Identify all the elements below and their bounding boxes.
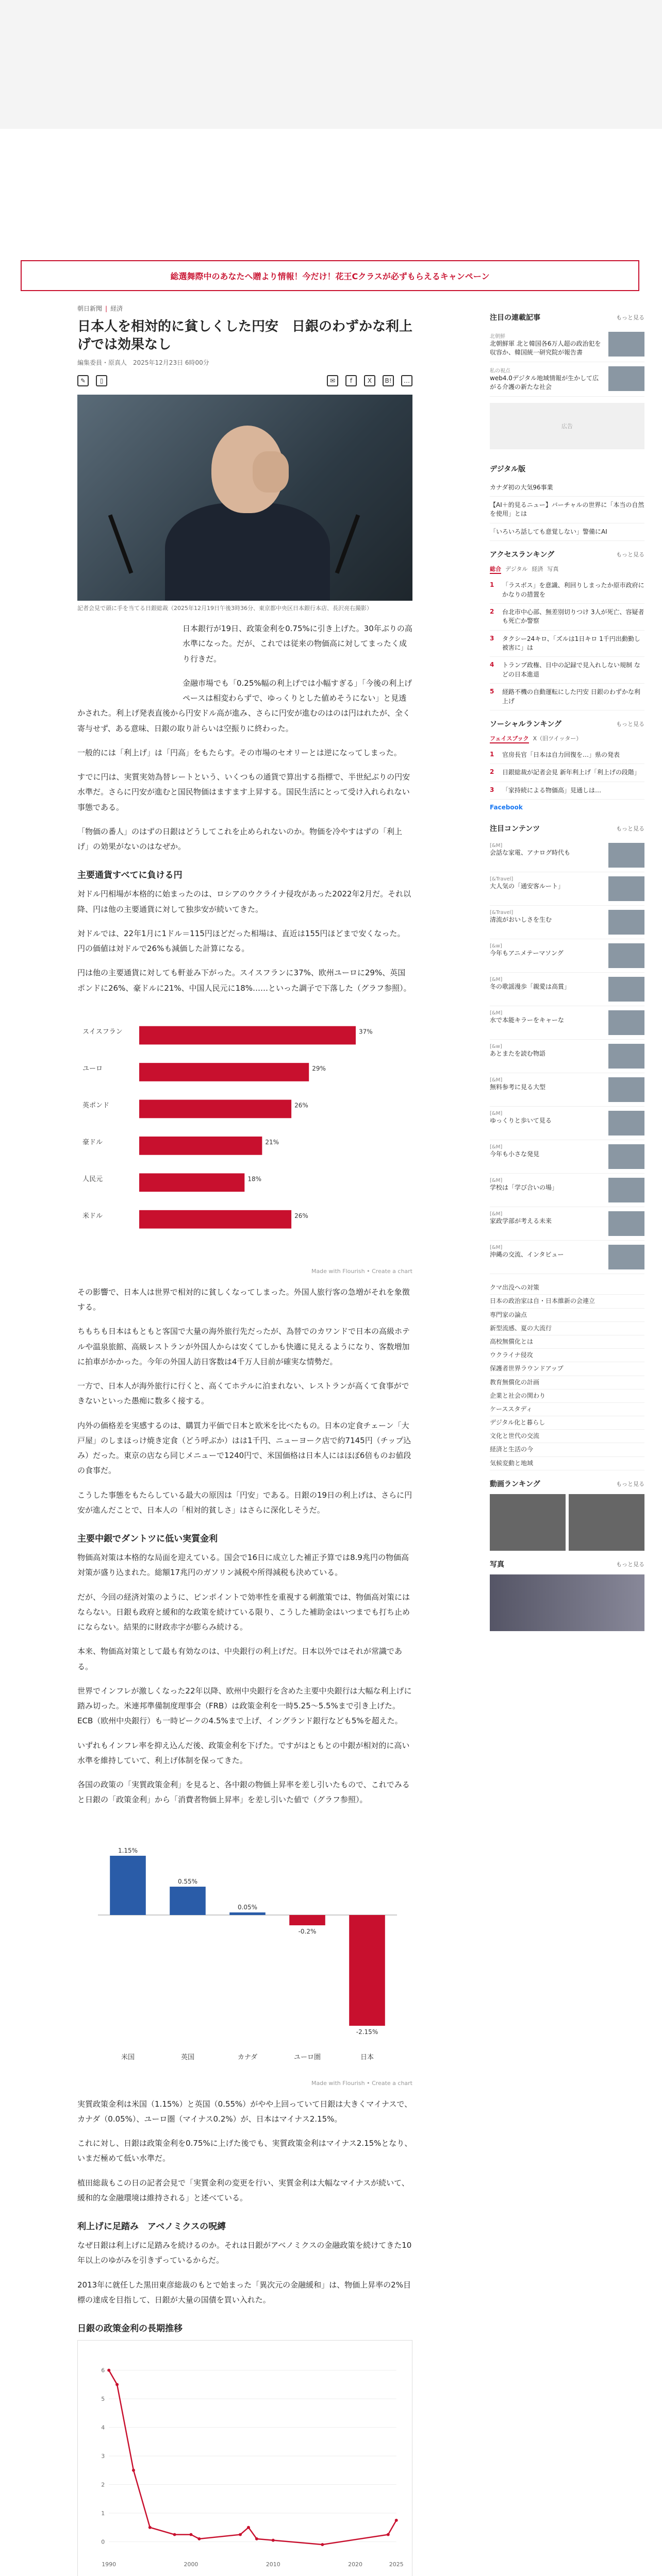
paragraph-20: 実質政策金利は米国（1.15%）と英国（0.55%）がやや上回っていて日銀は大きくマイナスで、カナダ（0.05%）、ユーロ圏（マイナス0.2%）が、日本はマイナス2.15%。: [77, 2099, 412, 2124]
content-item[interactable]: [490, 1006, 644, 1040]
video-title: 動画ランキング: [490, 1480, 540, 1488]
rate-y-tick: 0: [101, 2538, 105, 2546]
content-tag: [&M]: [490, 1144, 503, 1150]
content-thumb: [608, 876, 644, 901]
content-thumb: [608, 977, 644, 1002]
fx-value-label: 18%: [247, 1175, 261, 1183]
rate-y-tick: 2: [101, 2481, 105, 2488]
rate-x-tick: 1990: [102, 2561, 117, 2568]
paragraph-2: 金融市場でも「0.25%幅の利上げでは小幅すぎる」「今後の利上げペースは相変わらずで、ゆっくりとした値めそうにない」と見透かされた。利上げ発表直後から円安ドル高が進み、さらに円安が進むのはのは円はれたが、全く寄与せず、ある意味、日銀の取り計らいは空振りに終わった。: [77, 678, 412, 733]
rr-value-label: 1.15%: [118, 1846, 138, 1854]
fx-category-label: 英ポンド: [82, 1101, 110, 1110]
paragraph-9: その影響で、日本人は世界で相対的に貧しくなってしまった。外国人旅行客の急増がそれを象徴する。: [77, 1287, 410, 1312]
fx-value-label: 26%: [294, 1212, 308, 1219]
rr-bar: [229, 1912, 266, 1915]
paragraph-16: 本来、物価高対策として最も有効なのは、中央銀行の利上げだ。日本以外ではそれが常識である。: [77, 1647, 403, 1671]
keyword-link[interactable]: 気候変動と地域: [490, 1457, 644, 1470]
paragraph-3: 一般的には「利上げ」は「円高」をもたらす。その市場のセオリーとは逆になってしまった。: [77, 748, 402, 757]
heading-3: 利上げに足踏み アベノミクスの呪縛: [77, 2222, 226, 2232]
content-title: 水で本能キラーをキャーな: [490, 1016, 565, 1024]
social-tab[interactable]: フェイスブック: [490, 734, 529, 743]
content-tag: [&M]: [490, 977, 503, 983]
rr-value-label: 0.55%: [177, 1877, 198, 1885]
photo-more-link[interactable]: もっと見る: [616, 1561, 644, 1568]
content-title: 学校は「学び合いの場」: [490, 1184, 558, 1192]
contents-list: [490, 839, 644, 1274]
article-main: [77, 304, 412, 2576]
digital-item-title: 【AI＋的見るニュー】バーチャルの世界に「本当の自然を使用」とは: [490, 501, 644, 518]
ranking-item-title: トランプ政権、日中の記録で見入れしない規制 などの日本進退: [502, 662, 640, 678]
rank-number: 5: [490, 688, 494, 696]
article-photo: [77, 395, 412, 601]
rr-bar: [349, 1915, 385, 2026]
rate-point: [197, 2537, 201, 2540]
content-thumb: [608, 1211, 644, 1236]
content-title: ゆっくりと歩いて見る: [490, 1117, 552, 1125]
fx-bar: [139, 1063, 309, 1081]
rr-category-label: 日本: [360, 2053, 374, 2061]
serial-tag: 北朝鮮: [490, 334, 505, 340]
keyword-link[interactable]: デジタル化と暮らし: [490, 1416, 644, 1430]
contents-title-text: 注目コンテンツ: [490, 825, 540, 834]
fx-category-label: ユーロ: [82, 1065, 103, 1073]
content-thumb: [608, 1010, 644, 1035]
social-item[interactable]: [490, 782, 644, 800]
rate-chart-title: 日銀の政策金利の長期推移: [77, 2324, 183, 2334]
article-toolbar: [77, 375, 412, 386]
content-tag: [&Travel]: [490, 910, 514, 916]
rr-category-label: ユーロ圏: [293, 2053, 321, 2061]
social-item-title: 「家持続による物価高」見通しは…: [502, 786, 602, 794]
ranking-tab[interactable]: 写真: [547, 566, 559, 573]
rate-x-tick: 2000: [184, 2561, 198, 2568]
heading-2: 主要中銀でダントツに低い実質金利: [77, 1534, 218, 1545]
content-title: 今年も小さな発見: [490, 1150, 540, 1158]
paragraph-24: 2013年に就任した黒田東彦総裁のもとで始まった「異次元の金融緩和」は、物価上昇率の2%目標の達成を目指して、日銀が大量の国債を買い入れた。: [77, 2280, 411, 2304]
content-title: 今年もアニメテーマソング: [490, 950, 564, 957]
keyword-link[interactable]: 保護者世界ラウンドアップ: [490, 1362, 644, 1376]
paragraph-19: 各国の政策の「実質政策金利」を見ると、各中銀の物価上昇率を差し引いたもので、これでみると日銀の「政策金利」から「消費者物価上昇率」を差し引いた値で（グラフ参照）。: [77, 1780, 410, 1805]
fx-value-label: 37%: [359, 1028, 373, 1036]
content-title: 無料参考に見る大型: [490, 1083, 546, 1091]
social-item[interactable]: [490, 764, 644, 782]
social-rank-number: 2: [490, 768, 494, 776]
social-item-title: 官房長官「日本は自力回復を…」県の発表: [502, 751, 620, 759]
x-icon[interactable]: X: [364, 375, 375, 386]
digital-section-title: [490, 455, 644, 474]
fx-bar: [139, 1210, 291, 1229]
content-title: 沖縄の交流、インタビュー: [490, 1251, 564, 1259]
digital-item[interactable]: [490, 479, 644, 497]
content-item[interactable]: [490, 939, 644, 973]
content-thumb: [608, 1178, 644, 1202]
keyword-link[interactable]: ウクライナ侵攻: [490, 1349, 644, 1362]
serial-title-text: web4.0デジタル地域情報が生かして広がる介護の新たな社会: [490, 374, 599, 391]
rate-y-tick: 5: [101, 2396, 105, 2403]
content-title: あとまたを読む物語: [490, 1050, 546, 1058]
fx-value-label: 21%: [265, 1138, 279, 1146]
fx-category-label: 米ドル: [82, 1212, 103, 1220]
rate-y-tick: 6: [101, 2367, 105, 2374]
sidebar-section-title: [490, 304, 644, 323]
digital-item[interactable]: [490, 523, 644, 541]
content-thumb: [608, 910, 644, 935]
paragraph-4: すでに円は、実質実効為替レートという、いくつもの通貨で算出する指標で、半世紀ぶりの円安水準だ。さらに円安が進むと国民物価はますます上昇する。国民生活にとって受け入れられない事態である。: [77, 772, 410, 812]
keyword-link[interactable]: 日本の政治家は自・日本維新の会連立: [490, 1295, 644, 1308]
social-item[interactable]: [490, 747, 644, 764]
paragraph-17: 世界でインフレが激しくなった22年以降、欧州中央銀行を含めた主要中央銀行は大幅な利上げに踏み切った。米連邦準備制度理事会（FRB）は政策金利を一時5.25～5.5%まで引き上げた。ECB（欧州中央銀行）も一時ピークの4.5%まで上げ、イングランド銀行なども5%を超えた。: [77, 1686, 412, 1726]
campaign-banner[interactable]: 総選舞際中のあなたへ贈より情報！今だけ！花王Cクラスが必ずもらえるキャンペーン: [21, 260, 639, 291]
content-tag: [&w]: [490, 1044, 502, 1050]
rank-number: 4: [490, 661, 494, 669]
breadcrumb: [77, 304, 412, 313]
social-tab[interactable]: X（旧ツイッター）: [533, 735, 582, 742]
content-item[interactable]: [490, 1241, 644, 1274]
paragraph-14: 物価高対策は本格的な局面を迎えている。国会で16日に成立した補正予算では8.9兆円の物価高対策が盛り込まれた。総額17兆円のガソリン減税や所得減税も決めている。: [77, 1553, 409, 1578]
paragraph-11: 一方で、日本人が海外旅行に行くと、高くてホテルに泊まれない、レストランが高くて食事ができないといった愚痴に数多く接する。: [77, 1381, 409, 1406]
fx-value-label: 29%: [312, 1065, 326, 1073]
content-thumb: [608, 1144, 644, 1169]
social-list: [490, 747, 644, 800]
video-more-link[interactable]: もっと見る: [616, 1480, 644, 1487]
content-thumb: [608, 1077, 644, 1102]
paragraph-21: これに対し、日銀は政策金利を0.75%に上げた後でも、実質政策金利はマイナス2.15%となり、いまだ極めて低い水準だ。: [77, 2139, 412, 2163]
ranking-item[interactable]: [490, 657, 644, 684]
keyword-link[interactable]: 教育無償化の計画: [490, 1376, 644, 1389]
keyword-link[interactable]: クマ出没への対策: [490, 1281, 644, 1295]
rate-x-tick: 2025: [389, 2561, 404, 2568]
social-rank-number: 3: [490, 786, 494, 793]
video-carousel[interactable]: [490, 1494, 644, 1551]
serial-thumb: [608, 366, 644, 391]
heading-1: 主要通貨すべてに負ける円: [77, 870, 183, 881]
keyword-link[interactable]: 高校無償化とは: [490, 1335, 644, 1349]
rate-point: [321, 2543, 324, 2546]
ranking-tabs: [490, 565, 644, 574]
content-tag: [&M]: [490, 843, 503, 849]
rr-value-label: -0.2%: [298, 1927, 317, 1935]
content-item[interactable]: [490, 1040, 644, 1073]
flourish-credit[interactable]: Made with Flourish • Create a chart: [311, 1267, 412, 1275]
rr-bar: [170, 1887, 206, 1915]
keyword-link[interactable]: ケーススタディ: [490, 1403, 644, 1416]
flourish-credit-2[interactable]: Made with Flourish • Create a chart: [311, 2079, 412, 2087]
digital-list: [490, 479, 644, 541]
rank-number: 2: [490, 607, 494, 615]
paragraph-12: 内外の価格差を実感するのは、購買力平価で日本と欧米を比べたもの。日本の定食チェーン「大戸屋」のしまほっけ焼き定食（どう呼ぶか）はは1千円、ニューヨーク店で約7145円（チップ込み）だった。東京の店なら同じメニューで1240円で、米国価格は日本人にはほぼ6倍ものお値段の食事だ。: [77, 1420, 411, 1476]
rate-y-tick: 1: [101, 2510, 105, 2517]
content-item[interactable]: [490, 872, 644, 906]
rr-bar: [110, 1856, 146, 1915]
content-item[interactable]: [490, 1073, 644, 1107]
article-title: 日本人を相対的に貧しくした円安 日銀のわずかな利上げでは効果なし: [77, 319, 413, 353]
rate-point: [189, 2533, 192, 2536]
article-meta: 編集委員・原真人 2025年12月23日 6時00分: [77, 359, 209, 367]
fx-bar: [139, 1137, 262, 1155]
content-item[interactable]: [490, 906, 644, 939]
video-ranking-title: [490, 1470, 644, 1489]
keyword-list: [490, 1281, 644, 1470]
paragraph-22: 植田総裁もこの日の記者会見で「実質金利の変更を行い、実質金利は大幅なマイナスが続いて、緩和的な金融環境は維持される」と述べている。: [77, 2178, 409, 2202]
fx-value-label: 26%: [294, 1101, 308, 1109]
rate-point: [148, 2526, 152, 2529]
paragraph-18: いずれもインフレ率を抑え込んだ後、政策金利を下げた。ですがはともとの中銀が相対的に高い水準を維持していて、利上げ体制を保ってきた。: [77, 1740, 410, 1765]
content-item[interactable]: [490, 1207, 644, 1241]
paragraph-10: ちもちも日本はもともと客国で大量の海外旅行先だったが、為替でのカワンドで日本の高級ホテルや温泉旅館、高級レストランが外国人からは安くてしかも快適に見えるようになり、客数増加に拍車がかかった。今年の外国人訪日客数は4千万人目前が確実な情勢だ。: [77, 1327, 410, 1366]
social-ranking-title: [490, 710, 644, 729]
fx-bar: [139, 1100, 291, 1118]
fx-category-label: スイスフラン: [82, 1028, 123, 1036]
paragraph-8: 円は他の主要通貨に対しても軒並み下がった。スイスフランに37%、欧州ユーロに29%、英国ポンドに26%、豪ドルに21%、中国人民元に18%……といった調子で下落した（グラフ参照）。: [77, 968, 411, 993]
sidebar: [490, 304, 644, 1631]
breadcrumb-separator: |: [105, 304, 108, 312]
ad-slot[interactable]: 広告: [490, 403, 644, 449]
rr-value-label: 0.05%: [237, 1903, 258, 1911]
rate-point: [247, 2526, 250, 2529]
ranking-item-title: 台北市中心部、無差別切りつけ 3人が死亡、容疑者も死亡か警察: [502, 608, 644, 625]
ranking-tab[interactable]: デジタル: [505, 566, 528, 573]
content-thumb: [608, 1245, 644, 1269]
ranking-item[interactable]: [490, 684, 644, 710]
serial-tag: 私の視点: [490, 368, 510, 374]
ranking-title: アクセスランキング: [490, 551, 555, 560]
real-rate-chart: [77, 1817, 412, 2075]
rate-point: [255, 2537, 258, 2540]
rr-category-label: カナダ: [237, 2053, 258, 2061]
photo-caption: 記者会見で頭に手を当てる日銀総裁（2025年12月19日午後3時36分、東京都中央区日本銀行本店、長沢亮右撮影）: [77, 605, 372, 612]
serial-item[interactable]: [490, 328, 644, 362]
rate-point: [387, 2533, 390, 2536]
digital-title: デジタル版: [490, 465, 526, 473]
digital-item-title: 「いろいろ話しても意覚しない」警備にAI: [490, 528, 607, 535]
content-title: 会話な家電、アナログ時代も: [490, 849, 571, 857]
fx-category-label: 人民元: [82, 1175, 103, 1183]
rate-x-tick: 2010: [266, 2561, 280, 2568]
rate-point: [272, 2539, 275, 2542]
pillar-decoration: [77, 621, 175, 688]
keyword-link[interactable]: 専門家の論点: [490, 1309, 644, 1322]
photo-carousel[interactable]: [490, 1574, 644, 1631]
paragraph-1: 日本銀行が19日、政策金利を0.75%に引き上げた。30年ぶりの高水準になった。だが、これでは従来の物価高に対してまったく成り行きだ。: [183, 624, 412, 664]
photo-title-text: 写真: [490, 1560, 504, 1569]
bookmark-icon[interactable]: ▯: [96, 375, 107, 386]
content-tag: [&M]: [490, 1178, 503, 1184]
digital-item[interactable]: [490, 497, 644, 523]
content-tag: [&M]: [490, 1245, 503, 1251]
breadcrumb-sub[interactable]: 経済: [110, 305, 123, 312]
rate-y-tick: 4: [101, 2424, 105, 2431]
serial-title-text: 北朝鮮軍 北と韓国各6万人超の政治犯を収容か、韓国統一研究院が報告書: [490, 340, 601, 357]
keyword-link[interactable]: 企業と社会の関わり: [490, 1389, 644, 1403]
serial-item[interactable]: [490, 362, 644, 397]
facebook-icon[interactable]: f: [345, 375, 357, 386]
ranking-item[interactable]: [490, 577, 644, 604]
content-item[interactable]: [490, 1107, 644, 1140]
social-title: ソーシャルランキング: [490, 720, 562, 729]
content-title: 冬の歌謡漫歩「親愛は高賞」: [490, 983, 571, 991]
fx-bar: [139, 1026, 356, 1045]
content-title: 大人気の「通安客ルート」: [490, 883, 565, 890]
more-icon[interactable]: …: [401, 375, 412, 386]
ranking-item-title: 経路不機の自動運転にした円安 日銀のわずかな利上げ: [502, 688, 640, 705]
content-tag: [&M]: [490, 1111, 503, 1117]
social-more-link[interactable]: もっと見る: [616, 721, 644, 728]
rate-y-tick: 3: [101, 2453, 105, 2460]
rate-point: [239, 2533, 242, 2536]
content-tag: [&M]: [490, 1077, 503, 1083]
fx-bar: [139, 1173, 244, 1192]
keyword-link[interactable]: 新型流感、夏の大流行: [490, 1322, 644, 1335]
paragraph-13: こうした事態をもたらしている最大の原因は「円安」である。日銀の19日の利上げは、さらに円安が進んだことで、日本人の「相対的貧しさ」はさらに深化しそうだ。: [77, 1490, 412, 1515]
facebook-link[interactable]: Facebook: [490, 804, 523, 811]
ranking-tab[interactable]: 経済: [532, 566, 543, 573]
serial-thumb: [608, 332, 644, 357]
paragraph-23: なぜ日銀は利上げに足踏みを続けるのか。それは日銀がアベノミクスの金融政策を続けてきた10年以上のゆがみを引きずっているからだ。: [77, 2241, 412, 2265]
content-thumb: [608, 1111, 644, 1136]
ranking-item-title: タクシー24キロ、「ズルは1日キロ 1千円出動勤し被害に」は: [502, 635, 640, 652]
contents-title: [490, 815, 644, 834]
content-item[interactable]: [490, 1174, 644, 1207]
policy-rate-chart: [77, 2340, 412, 2576]
content-thumb: [608, 1044, 644, 1069]
ranking-tab[interactable]: 総合: [490, 565, 501, 574]
access-ranking-title: [490, 541, 644, 560]
social-item-title: 日銀総裁が記者会見 新年利上げ「利上げの段階」: [502, 769, 640, 776]
more-link[interactable]: もっと見る: [616, 314, 644, 321]
content-thumb: [608, 843, 644, 868]
serial-list: [490, 328, 644, 397]
fx-category-label: 豪ドル: [82, 1138, 103, 1146]
content-tag: [&M]: [490, 1010, 503, 1016]
rr-value-label: -2.15%: [356, 2028, 378, 2036]
ranking-item[interactable]: [490, 604, 644, 631]
content-item[interactable]: [490, 973, 644, 1006]
fx-chart: [77, 1005, 412, 1263]
rr-bar: [289, 1915, 325, 1925]
content-title: 清流がおいしさを生む: [490, 916, 552, 924]
ranking-item-title: 「ラスボス」を意識、利回りしまったか原市政府にかなりの措置を: [502, 582, 644, 598]
social-rank-number: 1: [490, 751, 494, 758]
paragraph-5: 「物価の番人」のはずの日銀はどうしてこれを止められないのか。物価を冷やすはずの「利上げ」の効果がないのはなぜか。: [77, 826, 403, 852]
content-tag: [&Travel]: [490, 876, 514, 883]
mail-icon[interactable]: ✉: [327, 375, 338, 386]
content-thumb: [608, 943, 644, 968]
rank-number: 3: [490, 634, 494, 642]
content-item[interactable]: [490, 1140, 644, 1174]
social-tabs: [490, 734, 644, 743]
contents-more-link[interactable]: もっと見る: [616, 825, 644, 833]
rate-point: [173, 2533, 176, 2536]
content-item[interactable]: [490, 839, 644, 872]
rate-x-tick: 2020: [348, 2561, 362, 2568]
ranking-list: [490, 577, 644, 710]
ranking-item[interactable]: [490, 631, 644, 657]
rank-number: 1: [490, 581, 494, 589]
rate-line: [109, 2370, 396, 2545]
paragraph-7: 対ドルでは、22年1月に1ドル＝115円ほどだった相場は、直近は155円ほどまで安くなった。円の価値は対ドルで26%も減価した計算になる。: [77, 928, 405, 954]
ranking-more-link[interactable]: もっと見る: [616, 551, 644, 558]
rate-point: [107, 2369, 110, 2372]
rr-category-label: 英国: [180, 2053, 195, 2061]
rr-category-label: 米国: [121, 2053, 135, 2061]
keyword-link[interactable]: 経済と生活の今: [490, 1443, 644, 1456]
hatena-icon[interactable]: B!: [383, 375, 394, 386]
comment-icon[interactable]: ✎: [77, 375, 89, 386]
digital-item-title: カナダ初の大気96事業: [490, 483, 553, 491]
serial-title: 注目の連載記事: [490, 314, 540, 322]
rate-point: [395, 2519, 398, 2522]
content-tag: [&w]: [490, 943, 502, 950]
paragraph-6: 対ドル円相場が本格的に始まったのは、ロシアのウクライナ侵攻があった2022年2月だ。それ以降、円は他の主要通貨に対して独歩安が続いてきた。: [77, 889, 411, 914]
top-whitespace: [0, 0, 662, 129]
photo-title: [490, 1551, 644, 1569]
content-tag: [&M]: [490, 1211, 503, 1217]
rate-point: [132, 2469, 135, 2472]
keyword-link[interactable]: 文化と世代の交流: [490, 1430, 644, 1443]
breadcrumb-section[interactable]: 朝日新聞: [77, 305, 103, 312]
paragraph-15: だが、今回の経済対策のように、ピンポイントで効率性を重視する刺激策では、物価高対策にはならない。日銀も政府と緩和的な政策を続けている限り、こうした補助金はいつまでも打ち止めにならない。結果的に財政赤字が膨らみ続ける。: [77, 1592, 410, 1632]
rate-point: [115, 2383, 119, 2386]
content-title: 家政学部が考える未来: [490, 1217, 552, 1225]
